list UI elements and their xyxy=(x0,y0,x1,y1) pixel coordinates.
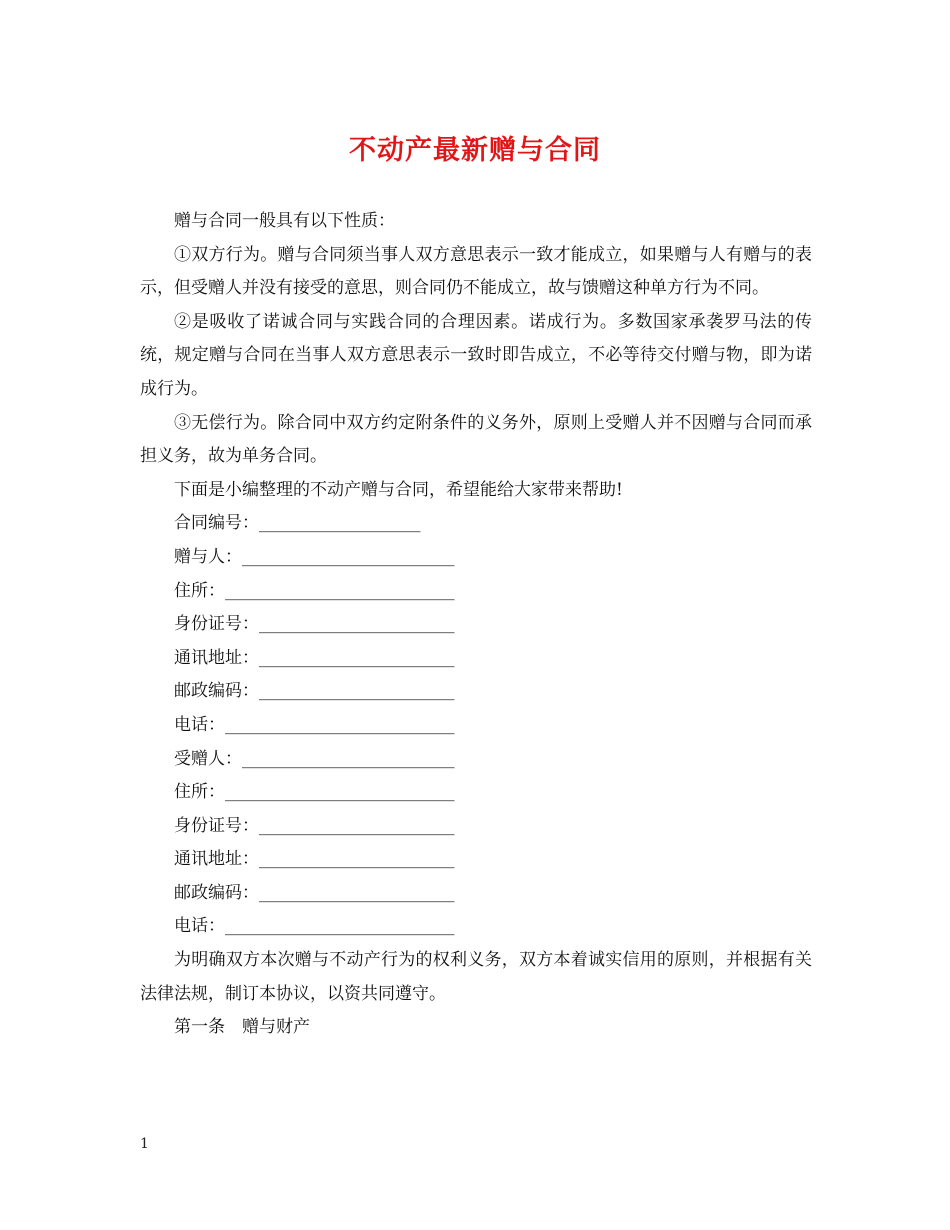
field-donor-postal-code: 邮政编码：_______________________ xyxy=(174,681,455,702)
field-donor: 赠与人：_________________________ xyxy=(174,546,455,567)
document-body xyxy=(140,205,812,1045)
paragraph-nature-3: ③无偿行为。除合同中双方约定附条件的义务外，原则上受赠人并不因赠与合同而承担义务，故为单务合同。 xyxy=(140,412,812,467)
field-donee-phone: 电话：___________________________ xyxy=(174,916,455,937)
field-donor-mailing-address: 通讯地址：_______________________ xyxy=(174,647,455,668)
field-donor-phone: 电话：___________________________ xyxy=(174,714,455,735)
paragraph-purpose: 为明确双方本次赠与不动产行为的权利义务，双方本着诚实信用的原则，并根据有关法律法规，制订本协议，以资共同遵守。 xyxy=(140,950,812,1004)
field-donee-address: 住所：___________________________ xyxy=(174,782,455,803)
field-donee-postal-code: 邮政编码：_______________________ xyxy=(174,882,455,903)
field-donor-id-number: 身份证号：_______________________ xyxy=(174,614,455,635)
article-heading: 第一条 赠与财产 xyxy=(174,1017,310,1038)
field-contract-number: 合同编号：___________________ xyxy=(174,513,421,534)
field-donor-address: 住所：___________________________ xyxy=(174,580,455,601)
document-title: 不动产最新赠与合同 xyxy=(349,135,601,166)
field-donee: 受赠人：_________________________ xyxy=(174,748,455,769)
field-donee-id-number: 身份证号：_______________________ xyxy=(174,815,455,836)
page-number: 1 xyxy=(140,1136,149,1152)
paragraph-lead: 下面是小编整理的不动产赠与合同，希望能给大家带来帮助! xyxy=(174,479,623,500)
paragraph-nature-1: ①双方行为。赠与合同须当事人双方意思表示一致才能成立，如果赠与人有赠与的表示，但受赠人并没有接受的意思，则合同仍不能成立，故与馈赠这种单方行为不同。 xyxy=(140,244,812,299)
paragraph-intro: 赠与合同一般具有以下性质： xyxy=(174,211,395,231)
field-donee-mailing-address: 通讯地址：_______________________ xyxy=(174,849,455,870)
paragraph-nature-2: ②是吸收了诺诚合同与实践合同的合理因素。诺成行为。多数国家承袭罗马法的传统，规定赠与合同在当事人双方意思表示一致时即告成立，不必等待交付赠与物，即为诺成行为。 xyxy=(140,311,812,399)
